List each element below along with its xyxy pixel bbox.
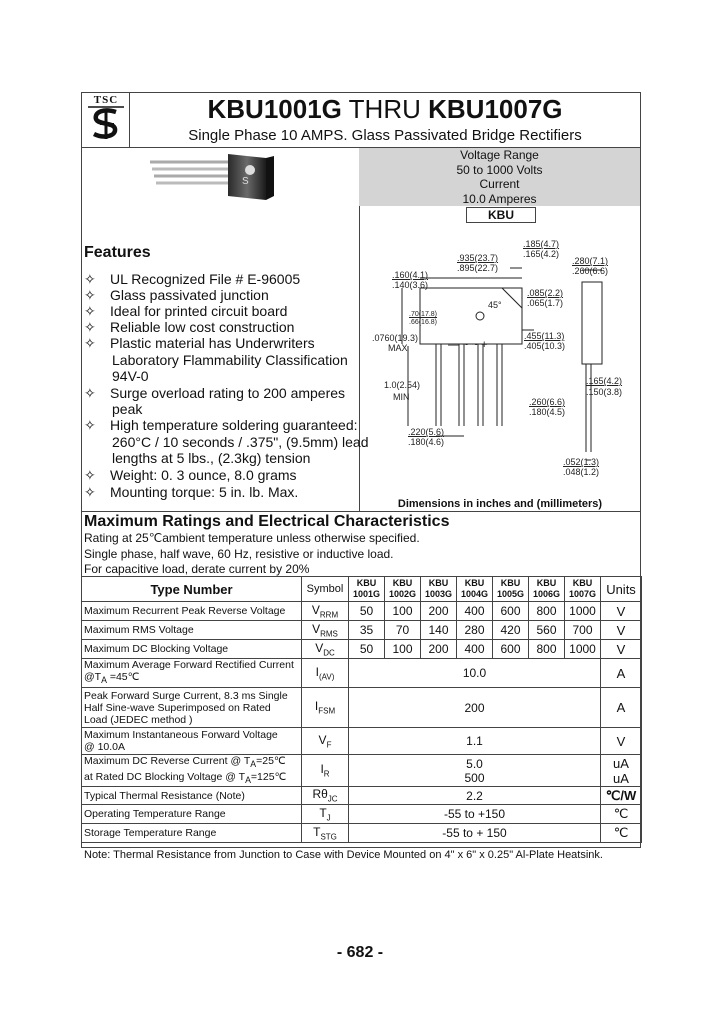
- angle-label: 45°: [488, 300, 502, 310]
- dim-label: .150(3.8): [586, 387, 623, 397]
- value-cell: 140: [421, 621, 457, 640]
- dim-label: .085(2.2): [527, 288, 564, 298]
- dim-label: .260(6.6): [529, 397, 566, 407]
- ratings-rule: [81, 511, 641, 512]
- value-cell: 400: [457, 602, 493, 621]
- dim-label: .935(23.7): [457, 253, 499, 263]
- symbol-cell: $V_F$: [302, 728, 349, 755]
- feature-item: ✧ Surge overload rating to 200 amperes: [84, 385, 346, 401]
- param-label: Maximum DC Reverse Current @ $T_A=25℃$ at Rated DC Blocking Voltage @ $T_A=125℃$: [82, 755, 302, 787]
- dim-label: .065(1.7): [527, 298, 564, 308]
- value-cell: 600: [493, 640, 529, 659]
- diamond-bullet-icon: ✧: [84, 319, 96, 335]
- value-cell: 100: [385, 640, 421, 659]
- page-subtitle: Single Phase 10 AMPS. Glass Passivated Bridge Rectifiers: [188, 127, 582, 144]
- device-header: KBU 1001G: [349, 577, 385, 602]
- param-label: Maximum Recurrent Peak Reverse Voltage: [82, 602, 302, 621]
- unit-cell: V: [601, 621, 642, 640]
- value-cell: 600: [493, 602, 529, 621]
- bridge-rectifier-image: [148, 152, 288, 202]
- tsc-logo: [86, 94, 126, 144]
- feature-item: ✧ High temperature soldering guaranteed:: [84, 417, 358, 433]
- package-label: KBU: [466, 207, 536, 223]
- value-cell: 50: [349, 640, 385, 659]
- feature-item-continued: 260°C / 10 seconds / .375", (9.5mm) lead: [112, 434, 369, 450]
- dim-label: .180(4.5): [529, 407, 566, 417]
- value-cell: 560: [529, 621, 565, 640]
- param-label: Peak Forward Surge Current, 8.3 ms Single Half Sine-wave Superimposed on Rated Load (JEDEC method ): [82, 688, 302, 728]
- value-cell: 200: [421, 640, 457, 659]
- unit-cell: V: [601, 640, 642, 659]
- value-cell: 420: [493, 621, 529, 640]
- table-row: [82, 755, 642, 787]
- feature-item: ✧ Weight: 0. 3 ounce, 8.0 grams: [84, 467, 297, 483]
- table-row: [82, 787, 642, 805]
- diamond-bullet-icon: ✧: [84, 385, 96, 401]
- table-row: [82, 602, 642, 621]
- unit-cell: uA uA: [601, 755, 642, 787]
- dim-label: .70(17.8): [409, 311, 438, 318]
- value-cell: 1.1: [349, 728, 601, 755]
- dim-label: .185(4.7): [523, 239, 560, 249]
- diamond-bullet-icon: ✧: [84, 335, 96, 351]
- dim-label: .165(4.2): [586, 376, 623, 386]
- dim-label: .160(4.1): [392, 270, 429, 280]
- dim-label: .455(11.3): [524, 331, 565, 341]
- dim-label: .280(7.1): [572, 256, 609, 266]
- feature-item-continued: 94V-0: [112, 368, 149, 384]
- param-label: Maximum RMS Voltage: [82, 621, 302, 640]
- value-cell: 700: [565, 621, 601, 640]
- voltage-value: 50 to 1000 Volts: [456, 162, 543, 177]
- dim-label: .180(4.6): [408, 437, 445, 447]
- value-cell: 2.2: [349, 787, 601, 805]
- rating-note: Rating at 25℃ambient temperature unless otherwise specified.: [84, 531, 420, 545]
- ratings-heading: Maximum Ratings and Electrical Characteristics: [84, 513, 450, 530]
- unit-cell: ℃: [601, 824, 642, 843]
- dim-label: MIN: [393, 392, 410, 402]
- feature-item: ✧ Glass passivated junction: [84, 287, 269, 303]
- device-header: KBU 1007G: [565, 577, 601, 602]
- device-header: KBU 1002G: [385, 577, 421, 602]
- type-number-header: Type Number: [82, 577, 302, 602]
- value-cell: 800: [529, 602, 565, 621]
- feature-item-continued: Laboratory Flammability Classification: [112, 352, 348, 368]
- dim-label: .0760(19.3): [372, 333, 419, 343]
- symbol-cell: $I_R$: [302, 755, 349, 787]
- page-number: - 682 -: [336, 944, 384, 961]
- dim-label: .260(6.6): [572, 266, 609, 276]
- device-header: KBU 1006G: [529, 577, 565, 602]
- symbol-cell: $T_{STG}$: [302, 824, 349, 843]
- feature-item: ✧ UL Recognized File # E-96005: [84, 271, 301, 287]
- value-cell: 800: [529, 640, 565, 659]
- voltage-label: Voltage Range: [460, 148, 539, 162]
- device-header: KBU 1005G: [493, 577, 529, 602]
- feature-item: ✧ Reliable low cost construction: [84, 319, 295, 335]
- diamond-bullet-icon: ✧: [84, 303, 96, 319]
- symbol-cell: $T_J$: [302, 805, 349, 824]
- title-part1: KBU1001G: [207, 94, 342, 124]
- dim-label: .052(1.3): [563, 457, 600, 467]
- dim-label: .66(16.8): [409, 319, 438, 326]
- value-cell: 5.0 500: [349, 755, 601, 787]
- unit-cell: V: [601, 602, 642, 621]
- unit-cell: A: [601, 688, 642, 728]
- value-cell: 1000: [565, 640, 601, 659]
- value-cell: 50: [349, 602, 385, 621]
- page-title: [130, 94, 640, 124]
- diamond-bullet-icon: ✧: [84, 271, 96, 287]
- table-footnote: Note: Thermal Resistance from Junction to Case with Device Mounted on 4" x 6" x 0.25" Al-Plate Heatsink.: [84, 849, 603, 861]
- dim-label: .048(1.2): [563, 467, 600, 477]
- diamond-bullet-icon: ✧: [84, 484, 96, 500]
- value-cell: -55 to + 150: [349, 824, 601, 843]
- diamond-bullet-icon: ✧: [84, 287, 96, 303]
- feature-item: ✧ Mounting torque: 5 in. lb. Max.: [84, 484, 299, 500]
- device-header: KBU 1004G: [457, 577, 493, 602]
- dimensions-caption: Dimensions in inches and (millimeters): [397, 498, 603, 510]
- diamond-bullet-icon: ✧: [84, 467, 96, 483]
- value-cell: 280: [457, 621, 493, 640]
- polarity-marks: — ~ ~ +: [448, 339, 488, 351]
- table-row: [82, 640, 642, 659]
- table-row: [82, 688, 642, 728]
- symbol-header: Symbol: [302, 577, 349, 602]
- value-cell: 200: [421, 602, 457, 621]
- symbol-cell: $I_{FSM}$: [302, 688, 349, 728]
- dim-label: .895(22.7): [457, 263, 499, 273]
- rating-note: For capacitive load, derate current by 20%: [84, 562, 310, 576]
- dim-label: 1.0(2.54): [384, 380, 421, 390]
- value-cell: 200: [349, 688, 601, 728]
- dim-label: MAX: [388, 343, 408, 353]
- logo-text: TSC: [93, 94, 119, 106]
- title-part2: KBU1007G: [428, 94, 563, 124]
- param-label: Storage Temperature Range: [82, 824, 302, 843]
- table-row: [82, 805, 642, 824]
- value-cell: -55 to +150: [349, 805, 601, 824]
- current-value: 10.0 Amperes: [462, 191, 537, 206]
- rating-note: Single phase, half wave, 60 Hz, resistive or inductive load.: [84, 547, 394, 561]
- value-cell: 70: [385, 621, 421, 640]
- unit-cell: ℃/W: [601, 787, 642, 805]
- value-cell: 35: [349, 621, 385, 640]
- table-row: [82, 621, 642, 640]
- param-label: Maximum DC Blocking Voltage: [82, 640, 302, 659]
- symbol-cell: $R\theta_{JC}$: [302, 787, 349, 805]
- diamond-bullet-icon: ✧: [84, 417, 96, 433]
- unit-cell: ℃: [601, 805, 642, 824]
- table-row: [82, 728, 642, 755]
- symbol-cell: $V_{RMS}$: [302, 621, 349, 640]
- dim-label: .165(4.2): [523, 249, 560, 259]
- param-label: Maximum Average Forward Rectified Current $@T_A$ =45℃: [82, 659, 302, 688]
- feature-item-continued: lengths at 5 lbs., (2.3kg) tension: [112, 450, 311, 466]
- dim-label: .220(5.6): [408, 427, 445, 437]
- value-cell: 400: [457, 640, 493, 659]
- table-row: [82, 659, 642, 688]
- symbol-cell: $I_{(AV)}$: [302, 659, 349, 688]
- value-cell: 100: [385, 602, 421, 621]
- param-label: Typical Thermal Resistance (Note): [82, 787, 302, 805]
- param-label: Maximum Instantaneous Forward Voltage @ 10.0A: [82, 728, 302, 755]
- title-thru: THRU: [348, 94, 421, 124]
- feature-item: ✧ Ideal for printed circuit board: [84, 303, 288, 319]
- unit-cell: V: [601, 728, 642, 755]
- symbol-cell: $V_{RRM}$: [302, 602, 349, 621]
- param-label: Operating Temperature Range: [82, 805, 302, 824]
- ratings-table: [81, 576, 642, 843]
- table-row: [82, 824, 642, 843]
- svg-text:S: S: [242, 176, 249, 187]
- units-header: Units: [601, 577, 642, 602]
- feature-item: ✧ Plastic material has Underwriters: [84, 335, 315, 351]
- feature-item-continued: peak: [112, 401, 143, 417]
- symbol-cell: $V_{DC}$: [302, 640, 349, 659]
- value-cell: 10.0: [349, 659, 601, 688]
- device-header: KBU 1003G: [421, 577, 457, 602]
- table-header-row: [82, 577, 642, 602]
- unit-cell: A: [601, 659, 642, 688]
- value-cell: 1000: [565, 602, 601, 621]
- dim-label: .140(3.6): [392, 280, 429, 290]
- logo-mark-icon: [86, 106, 126, 142]
- summary-box: [359, 148, 640, 206]
- features-heading: Features: [84, 244, 151, 261]
- dim-label: .405(10.3): [524, 341, 566, 351]
- current-label: Current: [479, 177, 520, 192]
